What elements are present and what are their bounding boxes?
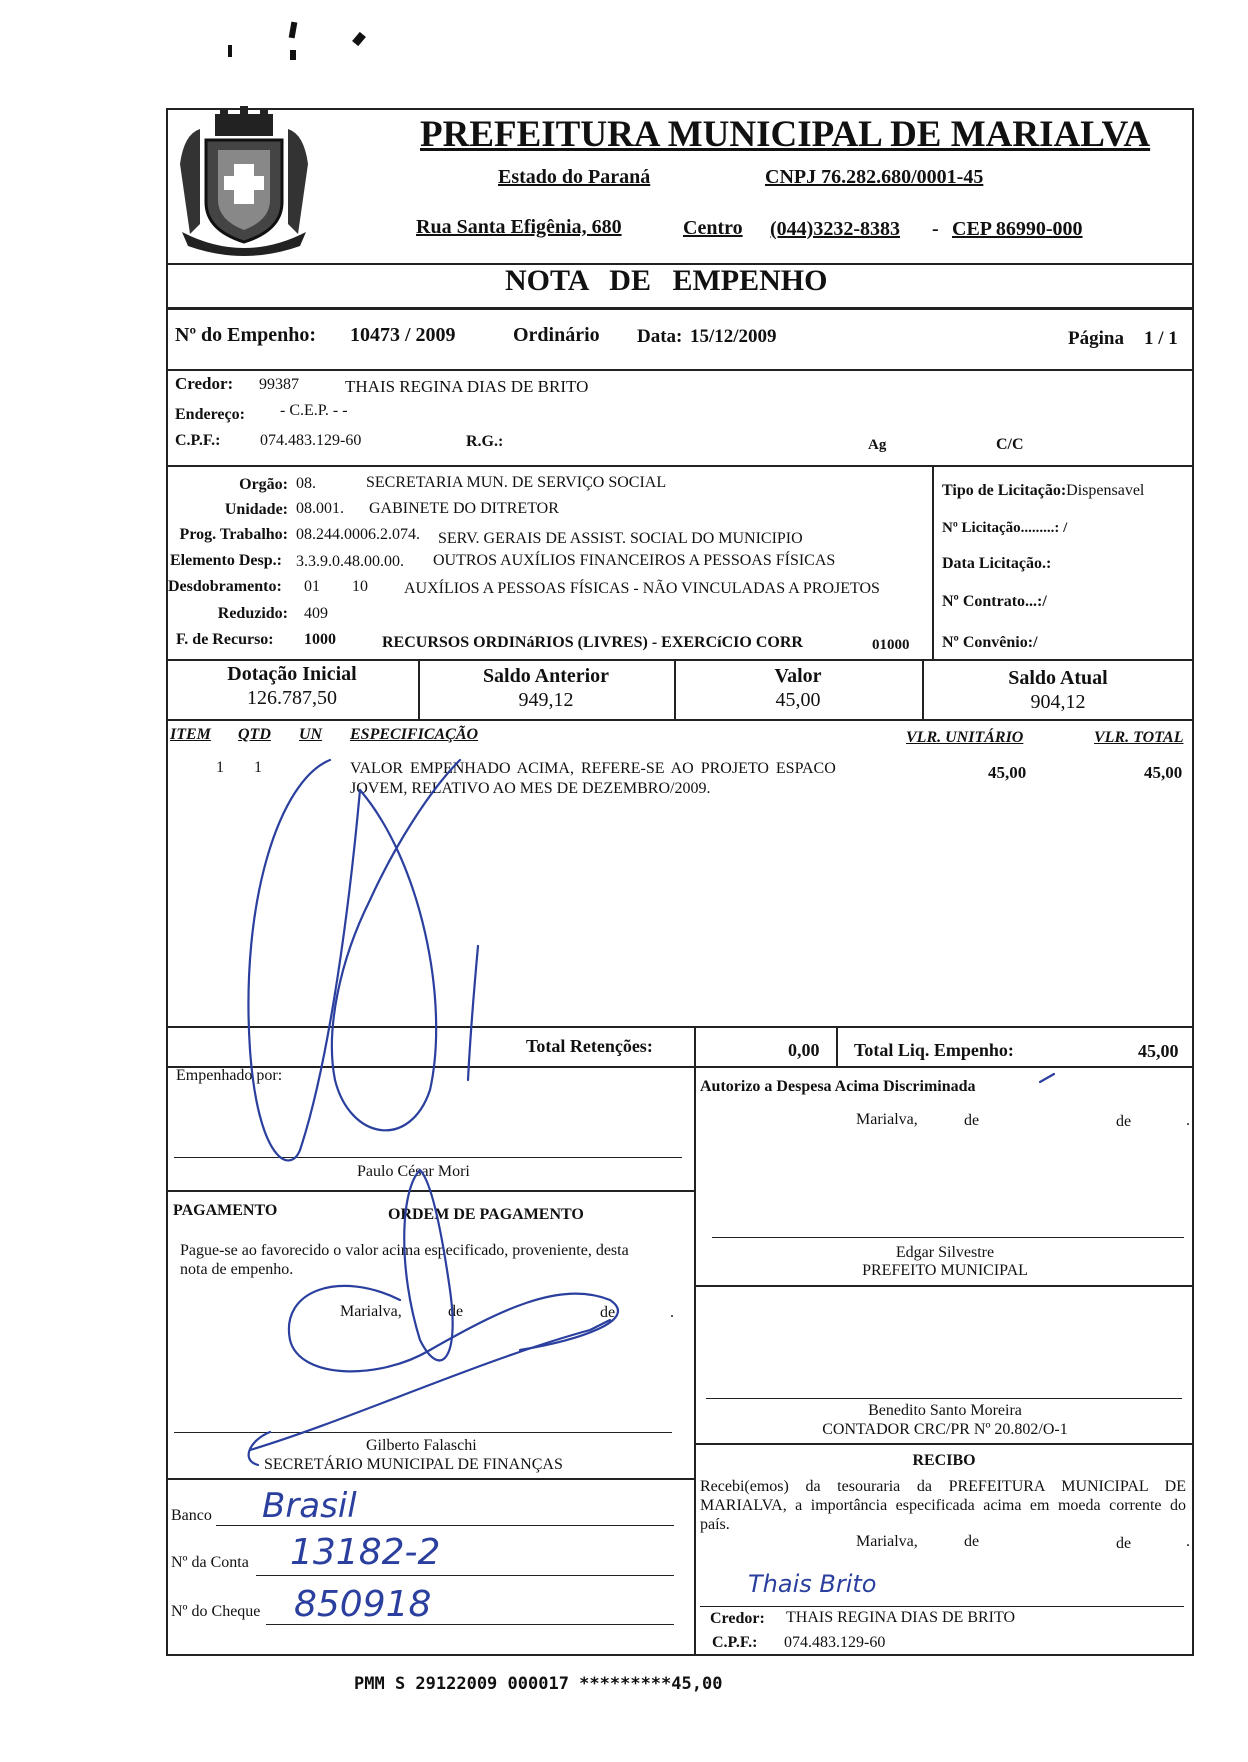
scan-speck <box>289 22 298 39</box>
licitacao-tipo-value: Dispensavel <box>1066 482 1145 499</box>
unidade-label: Unidade: <box>224 501 288 518</box>
cep: CEP 86990-000 <box>952 218 1083 240</box>
licitacao-tipo-label: Tipo de Licitação: <box>942 482 1067 499</box>
elemento-label: Elemento Desp.: <box>170 552 282 569</box>
scan-speck <box>290 50 296 60</box>
divider <box>836 1026 838 1066</box>
item-qtd: 1 <box>254 759 262 776</box>
pagamento-de2: de <box>600 1304 616 1321</box>
cpf-value: 074.483.129-60 <box>260 432 362 449</box>
reduzido-value: 409 <box>304 605 328 622</box>
item-number: 1 <box>216 759 224 776</box>
autorizo-de1: de <box>964 1112 980 1129</box>
credor-label: Credor: <box>175 374 234 393</box>
licitacao-data: Data Licitação.: <box>942 555 1052 572</box>
contador-name: Benedito Santo Moreira <box>868 1402 1022 1419</box>
col-qtd: QTD <box>238 726 271 743</box>
liquido-value: 45,00 <box>1138 1041 1179 1061</box>
secretario-name: Gilberto Falaschi <box>366 1437 477 1454</box>
date-label: Data: <box>637 326 683 347</box>
divider <box>166 465 1194 467</box>
banco-value: Brasil <box>262 1486 357 1526</box>
recibo-de2: de <box>1116 1535 1132 1552</box>
authentication-stamp: PMM S 29122009 000017 *********45,00 <box>354 1674 723 1694</box>
pagamento-dot: . <box>670 1304 674 1321</box>
conta-line <box>256 1575 674 1576</box>
desdobramento-code2: 10 <box>352 578 368 595</box>
contrato-number: Nº Contrato...:/ <box>942 593 1047 610</box>
endereco-value: - C.E.P. - - <box>280 402 348 419</box>
pagamento-label: PAGAMENTO <box>173 1202 278 1219</box>
credor-signature: Thais Brito <box>748 1570 877 1598</box>
recibo-credor-label: Credor: <box>710 1610 765 1627</box>
page-label: Página <box>1068 328 1124 349</box>
recibo-text-line3: país. <box>700 1516 730 1533</box>
prefeito-role: PREFEITO MUNICIPAL <box>862 1262 1028 1279</box>
autorizo-dot: . <box>1186 1112 1190 1129</box>
saldo-anterior-label: Saldo Anterior <box>482 665 610 687</box>
valor-value: 45,00 <box>775 689 821 711</box>
col-un: UN <box>299 726 323 743</box>
pagamento-de1: de <box>448 1303 464 1320</box>
state-name: Estado do Paraná <box>498 166 651 188</box>
cheque-value: 850918 <box>294 1584 432 1625</box>
credor-name: THAIS REGINA DIAS DE BRITO <box>345 377 589 396</box>
recibo-text <box>700 1477 1186 1534</box>
ag-label: Ag <box>868 437 887 453</box>
divider <box>166 1190 694 1192</box>
recibo-dot: . <box>1186 1533 1190 1550</box>
prog-label: Prog. Trabalho: <box>179 526 288 543</box>
cc-label: C/C <box>996 436 1024 453</box>
unidade-desc: GABINETE DO DITRETOR <box>369 500 559 517</box>
item-description-line1: VALOR EMPENHADO ACIMA, REFERE-SE AO PROJETO ESPACO <box>350 760 836 777</box>
page-number: 1 / 1 <box>1144 328 1178 349</box>
date-value: 15/12/2009 <box>690 326 777 347</box>
liquido-label: Total Liq. Empenho: <box>854 1040 1014 1060</box>
divider <box>166 369 1194 371</box>
reduzido-label: Reduzido: <box>217 605 288 622</box>
convenio-number: Nº Convênio:/ <box>942 634 1038 651</box>
ordem-pagamento-label: ORDEM DE PAGAMENTO <box>388 1206 584 1223</box>
dotacao-label: Dotação Inicial <box>227 663 357 685</box>
desdobramento-code1: 01 <box>304 578 320 595</box>
divider <box>166 719 1194 721</box>
col-vlr-total: VLR. TOTAL <box>1094 729 1184 746</box>
prog-desc: SERV. GERAIS DE ASSIST. SOCIAL DO MUNICIPIO <box>438 530 803 547</box>
conta-label: Nº da Conta <box>171 1554 249 1571</box>
divider <box>694 1066 696 1656</box>
endereco-label: Endereço: <box>175 406 245 423</box>
saldo-atual-label: Saldo Atual <box>1008 667 1108 689</box>
document-title: NOTA DE EMPENHO <box>505 264 828 297</box>
autorizo-label: Autorizo a Despesa Acima Discriminada <box>700 1078 976 1095</box>
recurso-label: F. de Recurso: <box>176 631 274 648</box>
valor-label: Valor <box>774 665 822 687</box>
cpf-label: C.P.F.: <box>175 432 221 449</box>
cheque-label: Nº do Cheque <box>171 1603 261 1620</box>
retencoes-label: Total Retenções: <box>526 1036 653 1056</box>
recurso-code: 1000 <box>304 631 336 648</box>
prog-code: 08.244.0006.2.074. <box>296 526 420 543</box>
item-unit-price: 45,00 <box>988 763 1027 782</box>
col-vlr-unitario: VLR. UNITÁRIO <box>906 729 1024 746</box>
empenho-number: 10473 / 2009 <box>350 324 456 346</box>
banco-label: Banco <box>171 1507 212 1524</box>
elemento-desc: OUTROS AUXÍLIOS FINANCEIROS A PESSOAS FÍSICAS <box>433 552 836 569</box>
orgao-code: 08. <box>296 475 316 492</box>
empenho-type: Ordinário <box>513 324 600 346</box>
saldo-anterior-value: 949,12 <box>518 689 574 711</box>
divider <box>694 1026 696 1066</box>
divider <box>166 1066 1194 1068</box>
divider <box>166 1026 1194 1028</box>
scan-speck <box>228 45 232 57</box>
divider <box>932 465 934 659</box>
recibo-text-line1: Recebi(emos) da tesouraria da PREFEITURA MUNICIPAL DE <box>700 1478 1186 1495</box>
signature-line <box>712 1237 1184 1238</box>
orgao-label: Orgão: <box>239 476 288 493</box>
recibo-cpf-label: C.P.F.: <box>712 1634 758 1651</box>
conta-value: 13182-2 <box>290 1532 441 1573</box>
rg-label: R.G.: <box>466 433 504 450</box>
licitacao-tipo <box>942 482 1144 500</box>
signature-line <box>700 1606 1184 1607</box>
dotacao-value: 126.787,50 <box>247 687 337 709</box>
divider <box>166 1478 694 1480</box>
saldo-atual-value: 904,12 <box>1030 691 1086 713</box>
signature-line <box>174 1157 682 1158</box>
divider <box>166 659 1194 661</box>
page-title: PREFEITURA MUNICIPAL DE MARIALVA <box>420 114 1151 155</box>
divider <box>166 307 1194 310</box>
coat-of-arms-icon <box>170 104 318 258</box>
recurso-code2: 01000 <box>872 637 910 653</box>
recibo-place: Marialva, <box>856 1533 918 1550</box>
autorizo-place: Marialva, <box>856 1111 918 1128</box>
pagamento-place: Marialva, <box>340 1303 402 1320</box>
recibo-credor-name: THAIS REGINA DIAS DE BRITO <box>786 1609 1016 1626</box>
desdobramento-label: Desdobramento: <box>168 578 282 595</box>
recibo-label: RECIBO <box>912 1452 976 1469</box>
elemento-code: 3.3.9.0.48.00.00. <box>296 553 404 570</box>
prefeito-name: Edgar Silvestre <box>895 1244 995 1261</box>
address: Rua Santa Efigênia, 680 <box>416 216 622 238</box>
col-especificacao: ESPECIFICAÇÃO <box>350 726 479 743</box>
retencoes-value: 0,00 <box>788 1040 820 1060</box>
scan-speck <box>352 32 366 46</box>
item-description-line2: JOVEM, RELATIVO AO MES DE DEZEMBRO/2009. <box>350 780 711 797</box>
pagamento-text-line1: Pague-se ao favorecido o valor acima especificado, proveniente, desta <box>180 1242 629 1259</box>
desdobramento-desc: AUXÍLIOS A PESSOAS FÍSICAS - NÃO VINCULADAS A PROJETOS <box>404 580 880 597</box>
district: Centro <box>683 217 743 239</box>
item-total-price: 45,00 <box>1144 763 1183 782</box>
licitacao-numero: Nº Licitação.........: / <box>942 520 1068 536</box>
credor-code: 99387 <box>259 376 299 393</box>
separator: - <box>932 218 939 240</box>
recibo-de1: de <box>964 1533 980 1550</box>
recibo-text-line2: MARIALVA, a importância especificada acima em moeda corrente do <box>700 1497 1186 1514</box>
phone: (044)3232-8383 <box>770 218 900 240</box>
orgao-desc: SECRETARIA MUN. DE SERVIÇO SOCIAL <box>366 474 667 491</box>
divider <box>694 1443 1194 1445</box>
empenhado-label: Empenhado por: <box>176 1067 283 1084</box>
contador-role: CONTADOR CRC/PR Nº 20.802/O-1 <box>822 1421 1068 1438</box>
recurso-desc: RECURSOS ORDINáRIOS (LIVRES) - EXERCíCIO CORR <box>382 634 803 651</box>
autorizo-de2: de <box>1116 1113 1132 1130</box>
signature-line <box>174 1432 672 1433</box>
pagamento-text-line2: nota de empenho. <box>180 1261 294 1278</box>
cnpj: CNPJ 76.282.680/0001-45 <box>765 166 984 188</box>
empenho-label: Nº do Empenho: <box>175 324 317 346</box>
recibo-cpf-value: 074.483.129-60 <box>784 1634 886 1651</box>
col-item: ITEM <box>170 726 211 743</box>
secretario-role: SECRETÁRIO MUNICIPAL DE FINANÇAS <box>264 1456 563 1473</box>
signature-line <box>706 1398 1182 1399</box>
empenhado-name: Paulo César Mori <box>357 1163 470 1180</box>
divider <box>694 1285 1194 1287</box>
unidade-code: 08.001. <box>296 500 344 517</box>
